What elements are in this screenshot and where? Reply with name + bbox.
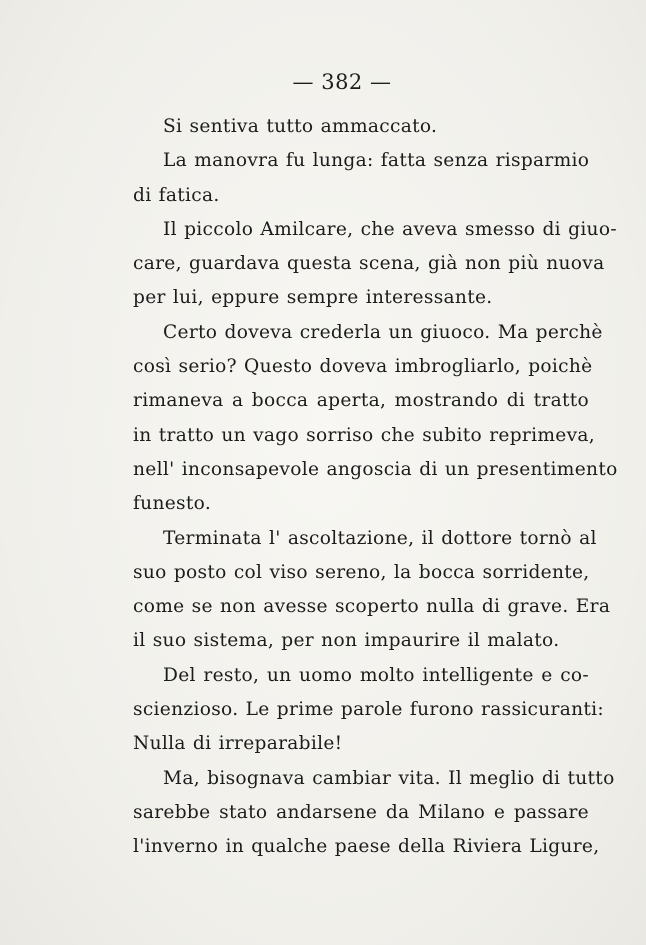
text-line: nell' inconsapevole angoscia di un presentimento <box>133 458 618 480</box>
text-line: Il piccolo Amilcare, che aveva smesso di giuo- <box>163 218 617 240</box>
text-line: care, guardava questa scena, già non più nuova <box>133 253 605 275</box>
text-line: così serio? Questo doveva imbrogliarlo, poichè <box>133 356 593 378</box>
text-line: Ma, bisognava cambiar vita. Il meglio di tutto <box>163 767 615 789</box>
text-line: Certo doveva crederla un giuoco. Ma perchè <box>163 321 603 343</box>
text-line: sarebbe stato andarsene da Milano e passare <box>133 801 589 823</box>
page-number: — 382 — <box>292 70 392 94</box>
text-line: il suo sistema, per non impaurire il malato. <box>133 630 560 652</box>
body-text <box>133 110 618 865</box>
text-line: Nulla di irreparabile! <box>133 733 343 755</box>
text-line: funesto. <box>133 493 212 515</box>
text-line: in tratto un vago sorriso che subito reprimeva, <box>133 424 596 446</box>
text-line: rimaneva a bocca aperta, mostrando di tratto <box>133 390 589 412</box>
text-line: Si sentiva tutto ammaccato. <box>163 116 438 137</box>
text-line: Terminata l' ascoltazione, il dottore tornò al <box>163 527 597 549</box>
text-line: per lui, eppure sempre interessante. <box>133 287 493 309</box>
text-line: Del resto, un uomo molto intelligente e co- <box>163 664 589 686</box>
text-line: come se non avesse scoperto nulla di grave. Era <box>133 596 611 618</box>
text-line: La manovra fu lunga: fatta senza risparmio <box>163 150 590 172</box>
text-line: scienzioso. Le prime parole furono rassicuranti: <box>133 699 604 721</box>
text-line: l'inverno in qualche paese della Riviera Ligure, <box>133 836 600 858</box>
text-line: di fatica. <box>133 184 220 206</box>
text-line: suo posto col viso sereno, la bocca sorridente, <box>133 561 590 583</box>
